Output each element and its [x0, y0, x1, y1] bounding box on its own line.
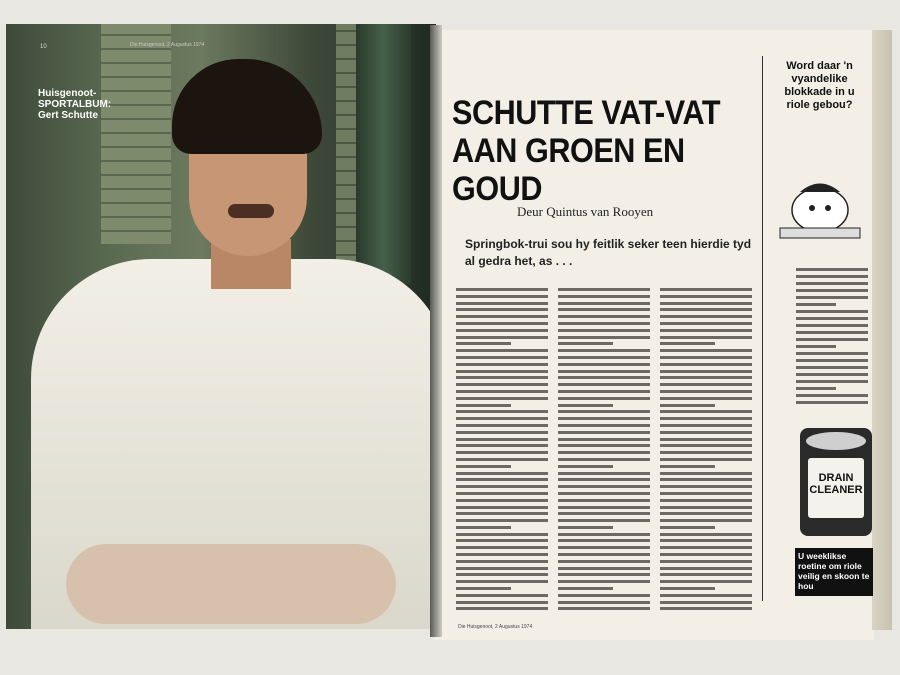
text-line [456, 485, 548, 488]
sportalbum-label [38, 88, 111, 121]
text-column-3 [660, 288, 752, 613]
text-line [558, 499, 650, 502]
text-line [660, 438, 752, 441]
text-line [456, 342, 511, 345]
text-line [558, 438, 650, 441]
text-line [558, 397, 650, 400]
text-line [558, 295, 650, 298]
text-line [660, 465, 715, 468]
article-byline: Deur Quintus van Rooyen [517, 204, 654, 219]
text-line [456, 376, 548, 379]
text-line [660, 363, 752, 366]
text-line [796, 324, 868, 327]
text-line [558, 485, 650, 488]
text-line [456, 322, 548, 325]
text-line [660, 390, 752, 393]
text-line [456, 349, 548, 352]
text-line [558, 322, 650, 325]
text-line [558, 308, 650, 311]
text-line [558, 492, 650, 495]
text-line [796, 387, 836, 390]
text-line [660, 519, 752, 522]
text-line [558, 329, 650, 332]
text-line [660, 336, 752, 339]
text-line [456, 288, 548, 291]
text-line [558, 363, 650, 366]
text-line [558, 451, 650, 454]
text-line [558, 506, 650, 509]
text-line [796, 303, 836, 306]
text-line [456, 424, 548, 427]
text-line [456, 329, 548, 332]
text-line [660, 478, 752, 481]
text-line [796, 373, 868, 376]
text-line [558, 472, 650, 475]
cartoon-illustration [770, 170, 870, 250]
text-line [660, 356, 752, 359]
text-line [456, 519, 548, 522]
text-line [456, 302, 548, 305]
brand-line-1: DRAIN [818, 472, 854, 484]
text-line [660, 383, 752, 386]
text-line [660, 567, 752, 570]
text-line [558, 512, 650, 515]
text-line [558, 553, 650, 556]
text-line [558, 431, 650, 434]
text-line [456, 492, 548, 495]
text-line [660, 553, 752, 556]
text-line [796, 366, 868, 369]
text-line [456, 533, 548, 536]
text-line [558, 546, 650, 549]
text-line [456, 607, 548, 610]
text-line [558, 526, 613, 529]
green-pole [356, 24, 411, 284]
text-line [456, 478, 548, 481]
text-line [558, 356, 650, 359]
text-line [456, 587, 511, 590]
text-line [660, 397, 752, 400]
label-line-2: SPORTALBUM: [38, 99, 112, 110]
text-line [660, 417, 752, 420]
text-line [796, 338, 868, 341]
text-line [660, 288, 752, 291]
text-line [456, 512, 548, 515]
text-line [660, 512, 752, 515]
text-line [456, 315, 548, 318]
article-headline: SCHUTTE VAT-VAT AAN GROEN EN GOUD [452, 94, 721, 208]
text-line [660, 404, 715, 407]
text-line [558, 601, 650, 604]
text-line [558, 594, 650, 597]
text-line [660, 485, 752, 488]
page-number-left: 10 [40, 44, 47, 50]
text-line [660, 451, 752, 454]
text-line [456, 444, 548, 447]
text-line [660, 492, 752, 495]
text-line [558, 376, 650, 379]
text-line [456, 404, 511, 407]
brand-line-2: CLEANER [809, 484, 863, 496]
text-line [660, 342, 715, 345]
text-line [796, 401, 868, 404]
text-line [796, 380, 868, 383]
text-line [660, 302, 752, 305]
text-line [456, 539, 548, 542]
text-line [558, 539, 650, 542]
text-line [660, 308, 752, 311]
text-line [558, 349, 650, 352]
text-line [660, 499, 752, 502]
text-line [660, 329, 752, 332]
text-line [456, 336, 548, 339]
text-line [660, 322, 752, 325]
can-label [808, 458, 864, 518]
text-line [558, 465, 613, 468]
text-line [558, 560, 650, 563]
text-line [660, 546, 752, 549]
text-line [660, 431, 752, 434]
text-line [660, 315, 752, 318]
text-line [660, 607, 752, 610]
text-line [660, 444, 752, 447]
text-line [456, 573, 548, 576]
text-line [558, 444, 650, 447]
text-line [558, 580, 650, 583]
text-line [456, 560, 548, 563]
text-column-2 [558, 288, 650, 613]
text-column-1 [456, 288, 548, 613]
text-line [660, 410, 752, 413]
folio-right: Die Huisgenoot, 2 Augustus 1974 [458, 624, 533, 630]
text-line [558, 533, 650, 536]
text-line [558, 315, 650, 318]
text-line [456, 308, 548, 311]
text-line [558, 342, 613, 345]
text-line [660, 533, 752, 536]
text-line [558, 417, 650, 420]
text-line [456, 390, 548, 393]
text-line [558, 370, 650, 373]
text-line [558, 607, 650, 610]
text-line [456, 580, 548, 583]
text-line [796, 317, 868, 320]
text-line [456, 438, 548, 441]
text-line [558, 587, 613, 590]
text-line [796, 275, 868, 278]
text-line [796, 268, 868, 271]
text-line [456, 451, 548, 454]
text-line [456, 458, 548, 461]
text-line [456, 397, 548, 400]
hair [172, 59, 322, 154]
text-line [796, 331, 868, 334]
text-line [660, 424, 752, 427]
text-line [558, 302, 650, 305]
text-line [796, 345, 836, 348]
text-line [660, 560, 752, 563]
text-line [456, 472, 548, 475]
text-line [558, 390, 650, 393]
text-line [456, 431, 548, 434]
text-line [660, 506, 752, 509]
gutter [430, 25, 442, 637]
text-line [660, 594, 752, 597]
text-line [660, 580, 752, 583]
text-line [456, 410, 548, 413]
text-line [558, 573, 650, 576]
text-line [456, 417, 548, 420]
text-line [796, 310, 868, 313]
text-line [558, 336, 650, 339]
folded-arms [66, 544, 396, 624]
text-line [456, 601, 548, 604]
text-line [456, 553, 548, 556]
text-line [558, 424, 650, 427]
text-line [796, 359, 868, 362]
text-line [558, 410, 650, 413]
article-deck: Springbok-trui sou hy feitlik seker teen hierdie tyd al gedra het, as . . . [465, 237, 752, 268]
text-line [660, 295, 752, 298]
text-line [456, 363, 548, 366]
text-line [456, 546, 548, 549]
mustache [228, 204, 274, 218]
text-line [456, 356, 548, 359]
text-line [660, 458, 752, 461]
text-line [558, 478, 650, 481]
text-line [660, 539, 752, 542]
text-line [456, 465, 511, 468]
label-line-1: Huisgenoot- [38, 88, 97, 99]
text-line [456, 383, 548, 386]
text-line [660, 526, 715, 529]
text-line [558, 383, 650, 386]
text-line [660, 472, 752, 475]
text-line [456, 370, 548, 373]
text-line [456, 594, 548, 597]
text-line [660, 601, 752, 604]
text-line [660, 376, 752, 379]
text-line [796, 289, 868, 292]
text-line [558, 567, 650, 570]
text-line [456, 526, 511, 529]
can-lid [806, 432, 866, 450]
text-line [660, 370, 752, 373]
ad-slogan: U weeklikse roetine om riole veilig en skoon te hou [795, 548, 873, 596]
article-body [456, 288, 756, 626]
text-line [558, 404, 613, 407]
page-edge [872, 30, 892, 630]
brick-wall [101, 24, 171, 244]
text-line [456, 499, 548, 502]
folio-left: Die Huisgenoot, 2 Augustus 1974 [130, 42, 205, 48]
text-line [558, 519, 650, 522]
text-line [558, 458, 650, 461]
text-line [456, 295, 548, 298]
text-line [660, 349, 752, 352]
text-line [558, 288, 650, 291]
text-line [796, 394, 868, 397]
text-line [456, 567, 548, 570]
text-line [660, 573, 752, 576]
label-line-3: Gert Schutte [38, 110, 99, 121]
text-line [796, 352, 868, 355]
text-line [796, 296, 868, 299]
text-line [796, 282, 868, 285]
ad-body-text [796, 268, 868, 408]
text-line [660, 587, 715, 590]
ad-question: Word daar 'n vyandelike blokkade in u riole gebou? [784, 60, 855, 111]
text-line [456, 506, 548, 509]
